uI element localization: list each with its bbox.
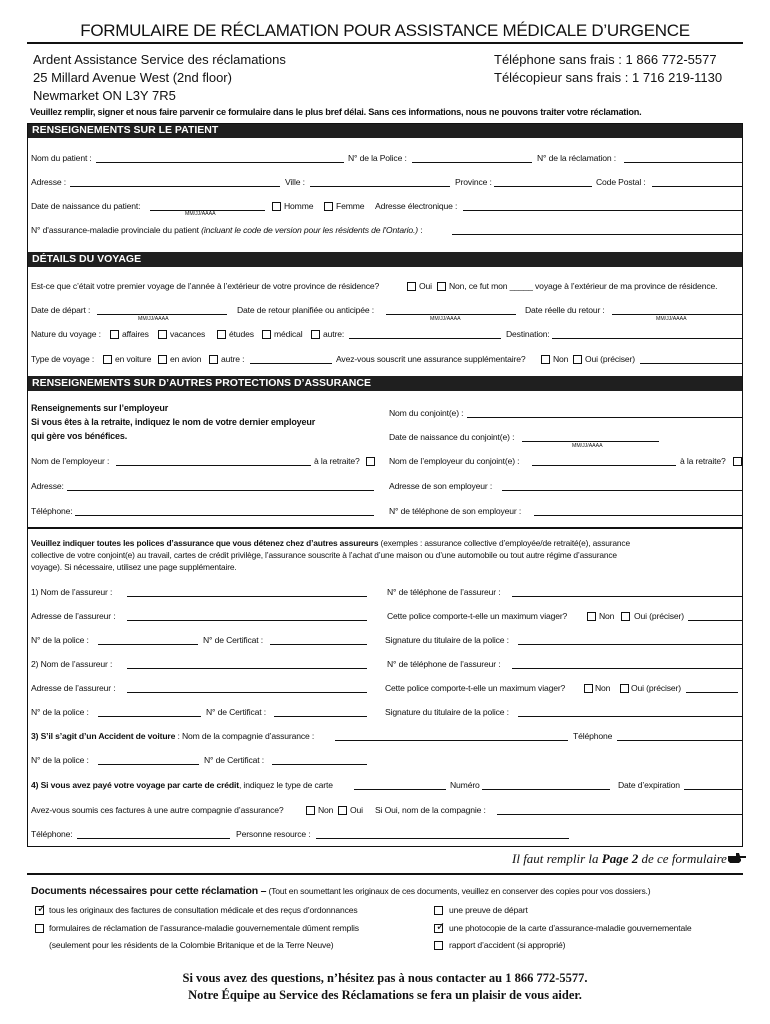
doc-accident-report-checkbox[interactable]: [434, 941, 443, 950]
employer-phone-label: Téléphone:: [31, 506, 73, 516]
doc-gov-forms-checkbox[interactable]: [35, 924, 44, 933]
car-label: en voiture: [115, 354, 152, 364]
actual-return-label: Date réelle du retour :: [525, 305, 605, 315]
insurer2-max-question: Cette police comporte-t-elle un maximum viager?: [385, 683, 566, 693]
date-format-hint: MM/JJ/AAAA: [138, 316, 169, 322]
email-label: Adresse électronique :: [375, 201, 458, 211]
doc-health-card-label: une photocopie de la carte d’assurance-maladie gouvernementale: [449, 923, 692, 933]
insurer1-policy-label: N° de la police :: [31, 635, 89, 645]
credit-card-label: 4) Si vous avez payé votre voyage par carte de crédit, indiquez le type de carte: [31, 780, 333, 790]
other-company-no-label: Non: [318, 805, 334, 815]
doc-gov-forms-note: (seulement pour les résidents de la Colombie Britanique et de la Terre Neuve): [49, 940, 334, 950]
doc-departure-proof-checkbox[interactable]: [434, 906, 443, 915]
trip-type-label: Type de voyage :: [31, 354, 95, 364]
insurer1-phone-label: N° de téléphone de l’assureur :: [387, 587, 501, 597]
form-frame: [27, 123, 743, 847]
policies-instructions: Veuillez indiquer toutes les polices d’assurance que vous détenez chez d’autres assureurs (exemples : assurance collective d’employée/de retraité(e), assurance: [31, 538, 630, 548]
postal-code-label: Code Postal :: [596, 177, 646, 187]
extra-insurance-yes-label: Oui (préciser): [585, 354, 635, 364]
company-phone: Téléphone sans frais : 1 866 772-5577: [494, 52, 717, 67]
trip-section-header: DÉTAILS DU VOYAGE: [27, 252, 743, 267]
policies-instructions: collective de votre conjoint(e) au travail, cartes de crédit privilège, l’assurance souscrite à l’achat d’une maison ou d’une automobile ou tout autre régime d’assurance: [31, 550, 617, 560]
other-company-question: Avez-vous soumis ces factures à une autre compagnie d’assurance?: [31, 805, 284, 815]
departure-date-label: Date de départ :: [31, 305, 91, 315]
credit-card-expiry-label: Date d’expiration: [618, 780, 680, 790]
extra-insurance-question: Avez-vous souscrit une assurance supplémentaire?: [336, 354, 526, 364]
doc-health-card-checkbox[interactable]: [434, 921, 446, 933]
insurer2-address-label: Adresse de l’assureur :: [31, 683, 116, 693]
date-format-hint: MM/JJ/AAAA: [572, 443, 603, 449]
spouse-name-label: Nom du conjoint(e) :: [389, 408, 464, 418]
company-name: Ardent Assistance Service des réclamations: [33, 52, 286, 67]
footer-thanks: Notre Équipe au Service des Réclamations se fera un plaisir de vous aider.: [188, 988, 582, 1002]
company-fax: Télécopieur sans frais : 1 716 219-1130: [494, 70, 723, 85]
spouse-employer-label: Nom de l’employeur du conjoint(e) :: [389, 456, 520, 466]
insurer1-max-no-label: Non: [599, 611, 615, 621]
insurer2-policy-label: N° de la police :: [31, 707, 89, 717]
doc-accident-report-label: rapport d’accident (si approprié): [449, 940, 566, 950]
car-policy-label: N° de la police :: [31, 755, 89, 765]
car-accident-label: 3) S’il s’agit d’un Accident de voiture : Nom de la compagnie d’assurance :: [31, 731, 315, 741]
pointing-hand-icon: [727, 852, 747, 865]
first-trip-yes-label: Oui: [419, 281, 432, 291]
insurer1-max-question: Cette police comporte-t-elle un maximum viager?: [387, 611, 568, 621]
planned-return-label: Date de retour planifiée ou anticipée :: [237, 305, 374, 315]
insurer2-signature-label: Signature du titulaire de la police :: [385, 707, 509, 717]
employer-address-label: Adresse:: [31, 481, 64, 491]
other-company-name-label: Si Oui, nom de la compagnie :: [375, 805, 486, 815]
spouse-employer-phone-label: N° de téléphone de son employeur :: [389, 506, 522, 516]
trip-nature-label: Nature du voyage :: [31, 329, 101, 339]
doc-invoices-label: tous les originaux des factures de consultation médicale et des reçus d’ordonnances: [49, 905, 358, 915]
insurer2-cert-label: N° de Certificat :: [206, 707, 266, 717]
car-cert-label: N° de Certificat :: [204, 755, 264, 765]
company-street: 25 Millard Avenue West (2nd floor): [33, 70, 232, 85]
spouse-dob-label: Date de naissance du conjoint(e) :: [389, 432, 515, 442]
page2-note: Il faut remplir la Page 2 de ce formulaire: [512, 851, 727, 866]
claim-number-label: N° de la réclamation :: [537, 153, 616, 163]
doc-invoices-checkbox[interactable]: [35, 903, 47, 915]
car-insurer-phone-label: Téléphone: [573, 731, 613, 741]
address-label: Adresse :: [31, 177, 66, 187]
credit-card-number-label: Numéro: [450, 780, 480, 790]
insurer2-phone-label: N° de téléphone de l’assureur :: [387, 659, 501, 669]
medical-label: médical: [274, 329, 303, 339]
policies-instructions: voyage). Si nécessaire, utilisez une page supplémentaire.: [31, 562, 237, 572]
doc-gov-forms-label: formulaires de réclamation de l’assurance-maladie gouvernementale dûment remplis: [49, 923, 359, 933]
health-number-label: N° d'assurance-maladie provinciale du patient (incluant le code de version pour les résidents de l'Ontario.) :: [31, 225, 423, 235]
documents-title: Documents nécessaires pour cette réclamation – (Tout en soumettant les originaux de ces documents, veuillez en conserver des copies pour vos dossiers.): [31, 885, 651, 897]
divider: [27, 873, 743, 875]
extra-insurance-no-label: Non: [553, 354, 569, 364]
female-label: Femme: [336, 201, 365, 211]
retired-label: à la retraite?: [314, 456, 360, 466]
other-type-label: autre :: [221, 354, 245, 364]
insurer1-cert-label: N° de Certificat :: [203, 635, 263, 645]
contact-person-label: Personne resource :: [236, 829, 311, 839]
province-label: Province :: [455, 177, 492, 187]
divider: [27, 42, 743, 44]
business-label: affaires: [122, 329, 149, 339]
spouse-employer-address-label: Adresse de son employeur :: [389, 481, 493, 491]
date-format-hint: MM/JJ/AAAA: [656, 316, 687, 322]
male-label: Homme: [284, 201, 314, 211]
employer-info-note: Si vous êtes à la retraite, indiquez le nom de votre dernier employeur: [31, 417, 316, 427]
insurer2-name-label: 2) Nom de l’assureur :: [31, 659, 113, 669]
date-format-hint: MM/JJ/AAAA: [185, 211, 216, 217]
studies-label: études: [229, 329, 254, 339]
employer-info-title: Renseignements sur l’employeur: [31, 403, 169, 413]
contact-phone-label: Téléphone:: [31, 829, 73, 839]
doc-departure-proof-label: une preuve de départ: [449, 905, 528, 915]
insurer2-max-no-label: Non: [595, 683, 611, 693]
vacation-label: vacances: [170, 329, 206, 339]
check-icon: ✓: [37, 903, 47, 915]
company-city: Newmarket ON L3Y 7R5: [33, 88, 176, 103]
first-trip-no-label: Non, ce fut mon _____ voyage à l’extérieur de ma province de résidence.: [449, 281, 718, 291]
footer-contact: Si vous avez des questions, n’hésitez pas à nous contacter au 1 866 772-5577.: [182, 971, 588, 985]
employer-info-note: qui gère vos bénéfices.: [31, 431, 128, 441]
date-format-hint: MM/JJ/AAAA: [430, 316, 461, 322]
form-title: FORMULAIRE DE RÉCLAMATION POUR ASSISTANCE MÉDICALE D’URGENCE: [80, 21, 690, 40]
instructions: Veuillez remplir, signer et nous faire parvenir ce formulaire dans le plus bref délai. Sans ces informations, nous ne pouvons traiter votre réclamation.: [30, 107, 642, 117]
patient-section-header: RENSEIGNEMENTS SUR LE PATIENT: [27, 123, 743, 138]
insurer1-name-label: 1) Nom de l’assureur :: [31, 587, 113, 597]
policy-number-label: N° de la Police :: [348, 153, 407, 163]
plane-label: en avion: [170, 354, 202, 364]
other-company-yes-label: Oui: [350, 805, 363, 815]
destination-label: Destination:: [506, 329, 550, 339]
insurer2-max-yes-label: Oui (préciser): [631, 683, 681, 693]
employer-name-label: Nom de l’employeur :: [31, 456, 110, 466]
check-icon: ✓: [436, 921, 446, 933]
spouse-retired-label: à la retraite?: [680, 456, 726, 466]
insurer1-signature-label: Signature du titulaire de la police :: [385, 635, 509, 645]
first-trip-question: Est-ce que c’était votre premier voyage de l’année à l’extérieur de votre province de résidence?: [31, 281, 380, 291]
other-nature-label: autre:: [323, 329, 345, 339]
city-label: Ville :: [285, 177, 305, 187]
patient-name-label: Nom du patient :: [31, 153, 92, 163]
dob-label: Date de naissance du patient:: [31, 201, 141, 211]
other-insurance-section-header: RENSEIGNEMENTS SUR D’AUTRES PROTECTIONS D’ASSURANCE: [27, 376, 743, 391]
insurer1-address-label: Adresse de l’assureur :: [31, 611, 116, 621]
insurer1-max-yes-label: Oui (préciser): [634, 611, 684, 621]
